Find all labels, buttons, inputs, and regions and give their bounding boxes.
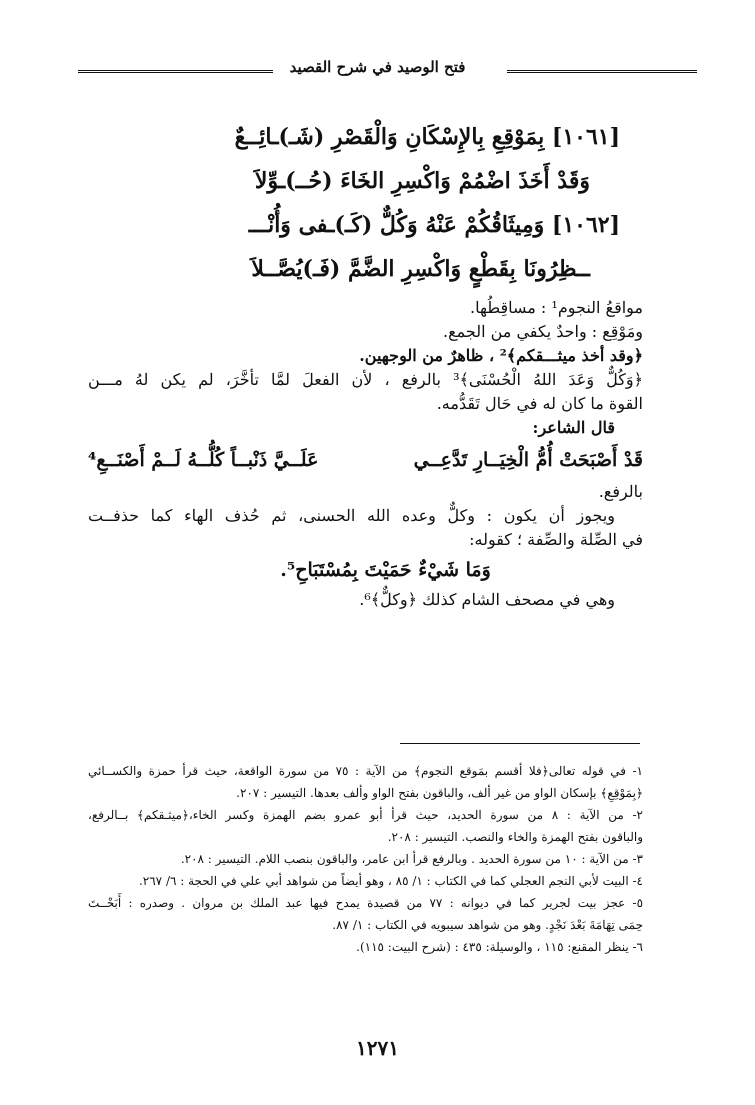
verse-block xyxy=(125,115,620,291)
footnote-line: ١- في قوله تعالى﴿فلا أقسم بمَوقع النجوم﴾ من الآية : ٧٥ من سورة الواقعة، حيث قرأ حمزة والكســائي xyxy=(88,764,643,778)
footnote-line: ٥- عجز بيت لجرير كما في ديوانه : ٧٧ من قصيدة يمدح فيها عبد الملك بن مروان . وصدره : أَبَحْــتَ xyxy=(88,896,644,910)
body-line: مواقعُ النجوم¹ : مساقِطُها. xyxy=(470,298,643,317)
verse-line-1061a: [١٠٦١] بِمَوْقِعِ بِالإِسْكَانِ وَالْقَصْرِ (شَـ)ـائِــعٌ xyxy=(234,124,620,150)
body-line: وهي في مصحف الشام كذلك ﴿وكلٌّ﴾⁶. xyxy=(359,590,615,609)
footnote-separator xyxy=(400,743,640,744)
verse-line-1061b: وَقَدْ أَخَذَ اضْمُمْ وَاكْسِرِ الخَاءَ (حُــ)ـوِّلاَ xyxy=(254,168,590,194)
body-line: ويجوز أن يكون : وكلٌّ وعده الله الحسنى، ثم حُذف الهاء كما حذفــت xyxy=(88,506,615,525)
page-number: ١٢٧١ xyxy=(356,1036,399,1060)
verse-line-1062b: ــظِرُونَا بِقَطْعٍ وَاكْسِرِ الضَّمَّ (فَـ)يُصَّــلاَ xyxy=(251,256,590,282)
poem-hemistich-first: قَدْ أَصْبَحَتْ أُمُّ الْخِيَــارِ تَدَّعِــي xyxy=(413,449,643,471)
commentary-text xyxy=(88,296,643,612)
poem-hemistich-second: عَلَــيَّ ذَنْبــاً كُلُّــهُ لَــمْ أَصْنَــعِ⁴ xyxy=(88,449,319,471)
running-header xyxy=(0,58,755,82)
footnote-line: ٦- ينظر المقنع: ١١٥ ، والوسيلة: ٤٣٥ : (شرح البيت: ١١٥). xyxy=(356,940,643,954)
footnote-line: ٢- من الآية : ٨ من سورة الحديد، حيث قرأ أبو عمرو بضم الهمزة وكسر الخاء،﴿ميثـقكم﴾ بــالرفع، xyxy=(88,808,643,822)
header-rule-left xyxy=(78,70,273,73)
footnotes xyxy=(88,760,643,958)
footnote-line: والباقون بفتح الهمزة والخاء والنصب. التيسير : ٢٠٨. xyxy=(387,830,643,844)
poem-verse xyxy=(88,440,643,480)
body-line: بالرفع. xyxy=(598,482,643,501)
body-line: ﴿وَكُلٌّ وَعَدَ اللهُ الْحُسْنَى﴾³ بالرفع ، لأن الفعلَ لمَّا تأخَّرَ، لم يكن لهُ مـــن xyxy=(88,370,644,389)
footnote-line: حِمَى تِهَامَةَ بَعْدَ نَجْدٍ. وهو من شواهد سيبويه في الكتاب : ١/ ٨٧. xyxy=(332,918,643,932)
footnote-line: ٣- من الآية : ١٠ من سورة الحديد . وبالرفع قرأ ابن عامر، والباقون بنصب اللام. التيسير : ٢٠٨. xyxy=(180,852,643,866)
body-line: ومَوْقِع : واحدٌ يكفي من الجمع. xyxy=(443,322,643,341)
body-line: القوة ما كان له في حَال تَقَدُّمه. xyxy=(436,394,643,413)
body-line: قال الشاعر: xyxy=(532,418,615,437)
body-line: ﴿وقد أخذ ميثـــقكم﴾² ، ظاهرٌ من الوجهين. xyxy=(359,346,643,365)
body-line: في الصِّلة والصِّفة ؛ كقوله: xyxy=(469,530,643,549)
footnote-line: ﴿بِمَوْقِعِ﴾ بإسكان الواو من غير ألف، والباقون بفتح الواو وألف بعدها. التيسير : ٢٠٧. xyxy=(236,786,643,800)
quoted-verse: وَمَا شَيْءٌ حَمَيْتَ بِمُسْتَبَاحِ⁵. xyxy=(280,559,491,581)
verse-line-1062a: [١٠٦٢] وَمِيثَاقُكُمْ عَنْهُ وَكُلٌّ (كَـ)ـفى وَأُنْـــ xyxy=(248,212,620,238)
footnote-line: ٤- البيت لأبي النجم العجلي كما في الكتاب : ١/ ٨٥ ، وهو أيضاً من شواهد أبي علي في الحجة : ٦/ ٢٦٧. xyxy=(138,874,643,888)
running-title: فتح الوصيد في شرح القصيد xyxy=(289,58,466,76)
